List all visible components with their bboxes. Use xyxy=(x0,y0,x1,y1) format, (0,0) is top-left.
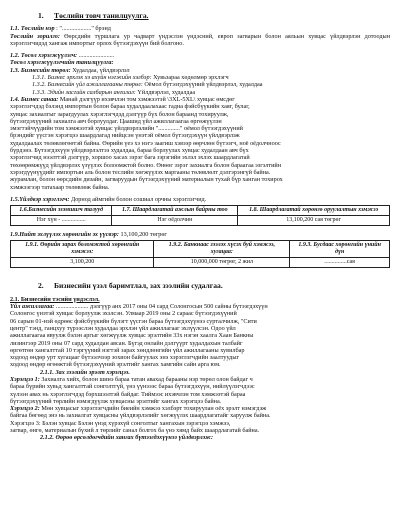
business-idea-line: бүтээгдэхүүний захиалга авч борлуулдаг. Цаашид үйл ажиллагаагаа өргөжүүлэн xyxy=(10,117,222,125)
table-cell: Нэг оёдолчин xyxy=(112,216,238,226)
section-2-title: Бизнесийн үзэл баримтлал, зах зээлийн судалгаа. xyxy=(54,281,223,291)
capital-source-value: 13,100,200 төгрөг xyxy=(120,231,167,239)
implementer-value: ....................... xyxy=(78,52,115,60)
section-1-heading xyxy=(38,12,390,19)
activity-label: Үйл ажиллагаа: xyxy=(10,303,55,311)
project-name-value: : "..................." брэнд xyxy=(56,25,111,33)
business-idea-line: төхөөрөмжүүд үйлдвэрлэх үзүүлэх болоомжтой болно. Өнөөг зэрэг захиалга болон бараагаа эзгэлтийн xyxy=(10,161,282,169)
section-2-1-heading xyxy=(10,296,390,303)
funding-table xyxy=(10,240,390,268)
table-header: 1.9.1. Өөрийн зарах боломжтой хөрөнгийн хэмжээ: xyxy=(11,241,154,258)
project-name-line xyxy=(10,25,390,32)
table-cell: ...............сая xyxy=(290,258,390,268)
business-idea-line: худалдаалах төлөвлөгөөтэй байна. Өөрийн үеэ хэ нэгэ заагиш хэвээр өөрчлөн бүтээгч, ноё оёдолчноос xyxy=(10,139,281,147)
activity-line: ..................... дэлгүүр анх 2017 оны 04 сард Солонгосын 500 сайны бүтээгдэхүүн xyxy=(55,303,268,311)
table-header: 1.7. Шаардлагатай ажлын байрны тоо xyxy=(112,206,238,216)
business-idea-line: брэндийг үүсгэн хэрэгцээ шаардлагад нийцсэн үнэтэй оёмол бүтээгдэхүүн үйлдвэрлэж xyxy=(10,132,240,140)
business-idea-line: хэмжээгээр татахаар төлөвлөж байна. xyxy=(10,183,110,191)
capital-source-label: 1.9.Нийт эхлүүлэх хөрөнгийн эх үүсвэр: xyxy=(10,231,119,239)
entity-form-line xyxy=(10,74,390,81)
table-cell: 10,000,000 төгрөг, 2 жил xyxy=(154,258,290,268)
customers-label: 1.5.Үйлдвэр хэрэглэгч: xyxy=(10,195,70,203)
need-2-paragraph xyxy=(10,405,390,434)
table-cell: Нэг хүн - ................ xyxy=(11,216,112,226)
activity-type-label: 1.3.2. Бизнесийн үйл ажиллагааны төрөл: xyxy=(32,81,143,89)
business-idea-label: 1.4. Бизнес санаа: xyxy=(10,95,59,103)
business-idea-line: хувцас захиалгыг зарагдуулах хэрэглэгчдэд дэлгүүр бүх болон бараанд тохируулж, xyxy=(10,110,229,118)
project-purpose-label: Төслийн зорилго: xyxy=(10,32,60,40)
business-idea-line: журамлан, болон өөрсдийн дизайн, загваруудын бүтээгдэхүүний материалын тухай бүр ханган тохирох xyxy=(10,176,283,184)
need-1-line: бүтээгдэхүүний төрлийн нэмэгдүүлж хувцасны эрэлтийг хангах хэрэгцээ байна. xyxy=(10,397,222,405)
activity-type-line xyxy=(10,81,390,88)
implementer-line xyxy=(10,52,390,59)
table-row xyxy=(11,258,390,268)
need-1-label: Хэрэгцээ 1: xyxy=(10,375,40,383)
ownership-table xyxy=(10,205,390,226)
section-2-heading xyxy=(38,282,390,289)
table-header: 1.9.2. Банкнаас зээлэх хүсэх буй хэмжээ, хугацаа: xyxy=(154,241,290,258)
table-header: 1.8. Шаардлагатай хөрөнгө оруулалтын хэмжээ xyxy=(238,206,390,216)
business-type-value: Худалдаа, үйлдвэрлэл xyxy=(72,66,130,74)
activity-type-value: Оёмол бүтээгдэхүүний үйлдвэрлэл, худалдаа xyxy=(144,81,263,89)
business-idea-line: бүрдэнэ. Бүтээгдэхүүн үйлдвэрлэлтээ худалдаа, бараа борлуулах хувцас худалдаан авч бүх xyxy=(10,147,249,155)
section-2-1-2-heading: 2.1.2. Өөрөө өрсөлдөгчдийн хангах бүтээгдэхүүнээ үйлдвэрлэж: xyxy=(40,434,214,442)
section-1-number: 1. xyxy=(38,11,44,20)
need-1-line: Захиалга хийх, болон шинэ бараа татан авахад барааны нэр төрөл олон байдаг ч xyxy=(41,375,253,383)
section-2-1-title: 2.1. Бизнесийн тэсийн үндэслэл. xyxy=(10,295,100,303)
economic-sector-value: Үйлдвэрлэл, худалдаа xyxy=(137,88,196,96)
need-1-paragraph xyxy=(10,376,390,405)
customers-line xyxy=(10,196,390,203)
table-header: 1.9.3. Бусдаас хөрөнгийн үнийн дүн xyxy=(290,241,390,258)
need-1-line: хүлээн авах нь хэрэглэгчдэд бэрхшээлтэй байдаг. Тиймээс ихэвчлэн том хэмжээтэй бараа xyxy=(10,390,246,398)
economic-sector-label: 1.3.3. Эдийн засгийн салбарын ангилал: xyxy=(32,88,136,96)
need-2-label: Хэрэгцээ 2: xyxy=(10,405,40,413)
business-idea-line: хэрэгдүүнүүдийг импортын аль болон теслийн хөгжүүлэх маргааны төлөвлөлт дэлгэрэнгүй байна. xyxy=(10,168,271,176)
business-type-label: 1.3. Бизнесийн төрөл: xyxy=(10,66,71,74)
business-idea-line: Манай дэлгүүр ихэвчлэн том хэмжээтэй \3XL-5XL\ хувцас өмсдөг xyxy=(59,95,235,103)
activity-line: 06 сарын 01-нэй өдрөөс фэйсбүүкийн бүлэгт үүсгэн бараа бүтээгдэхүүнээ сурталчилж, "Сити xyxy=(10,317,257,325)
need-1-line: бараа бүрийн хувьд хангалттай сонголтгүй, үнэ үүнэээс бараа бүтээгдэхүүн, нийлүүлэгчдээс xyxy=(10,383,255,391)
table-cell: 13,100,200 сая төгрөг xyxy=(238,216,390,226)
implementer-label: 1.2. Төсөл хэрэгжүүлэгч: xyxy=(10,52,78,60)
business-idea-paragraph xyxy=(10,96,390,191)
need-2-line: загвар, өнгө, материалын бүхий л төрлийг санал болгох ба үнэ хямд байх шаардлагатай байна. xyxy=(10,427,260,435)
table-header: 1.6.Бизнесийн эзэмшигч талууд xyxy=(11,206,112,216)
table-row xyxy=(11,216,390,226)
implementer-intro: Төсөл хэрэгжүүлэгчийн танилцуулга: xyxy=(10,59,114,67)
project-purpose xyxy=(10,33,390,48)
need-2-line: байгаа бөгөөд энэ нь захиалгат хувцасны үйлдвэрлэлийг хөгжүүлэх шаардлагатайг харуулж байна. xyxy=(10,412,271,420)
business-idea-line: хэрэглэгчдэд бэлэнд импортын болон бараа худалдаалахаас гадна фэйсбүүкийн хаяг, булаг, xyxy=(10,103,250,111)
activity-line: Солонгос үнэтэй хувцас борлуулж эхэлсэн. Улмаар 2019 оны 2 сараас бүтээгдэхүүний xyxy=(10,310,237,318)
activity-line: ходоод өндөр урт хугацааг бүтээлчээр зохион байгуулах энэ хэрэглэгчдийн заалтуудыг xyxy=(10,354,240,362)
section-2-number: 2. xyxy=(38,281,44,291)
capital-source-line xyxy=(10,231,390,238)
activity-line: ажиллагаагаа явуулж бэлэн аргыг хөгжүүлж хувцас эрэлтийн 33х нэгэн хаалга Хаан Банкны xyxy=(10,332,254,340)
customers-value: Дорнод аймгийн болон сошиал орчны хэрэглэгчид. xyxy=(70,195,207,203)
activity-line: өргөтгөн хангалттай 10 тэргүүний нэгтэй зарах хөндлөнгийн үйл ажиллагааны хувилбар xyxy=(10,346,245,354)
business-idea-line: хэрэглэгчид нээлттэй дэлгүүр, хоршоо хасах зэрэг бага зэрэгийн эхлэл эхлэх шаардлагатай xyxy=(10,154,250,162)
activity-paragraph xyxy=(10,303,390,369)
table-cell: 3,100,200 xyxy=(11,258,154,268)
activity-line: центр" тэнд, ганцхуу түрээслэн худалдаа эрхлэн үйл ажиллагааг эхлүүлсэн. Одоо үйл xyxy=(10,324,236,332)
need-2-line: Мөн хувцасыг хэрэглэгчдийн биеийн хэмжээ хэлбэрт тохируулан оёх эрэлт нэмэгдэж xyxy=(41,405,267,413)
section-2-1-1-heading: 2.1.1. Зах зээлийн эрэлт хэрэгцээ. xyxy=(40,368,130,376)
document-page xyxy=(10,0,390,442)
business-idea-line: эмэгтэйчүүдийн том хэмжээтэй хувцас үйлдвэрлэлийн ".............." оёмол бүтээгдэхүүний xyxy=(10,125,243,133)
activity-line: ходоод өндөр өгөөжтэй бүтээгдэхүүний эрэлтийг хангах хамгийн сайн арга юм. xyxy=(10,361,221,369)
entity-form-label: 1.3.1. Бизнес эрхлэх хэ ахуйн нэгжийн хэлбэр: xyxy=(32,74,152,82)
economic-sector-line xyxy=(10,89,390,96)
section-1-title: Төслийн товч танилцуулга. xyxy=(54,11,149,20)
entity-form-value: Хувьзараа хөдөлмөр эрхлэгч xyxy=(153,74,229,82)
business-type-line xyxy=(10,67,390,74)
activity-line: лизингээр 2019 оны 07 сард худалдан авсан. Бүгэд онлайн дэлгүүрт худалдахын талбайг xyxy=(10,339,243,347)
project-purpose-text: Өөрсдийн түршлага ур чадварт үндэслэн үндэсний, европ загварын болон аяльын хувцас үйлдвэрлэн дотоодын хэрэглэгчидэд хангаж импортыг орлох бүтээгдэхүүн бий болгоно. xyxy=(10,32,391,47)
project-name-label: 1.1. Төслийн нэр xyxy=(10,25,55,33)
need-2-line: Хэрэгцээ 3: Бэлэн хувцас Бэлэн үнэд хүрэхүй сонголтыг хангахын зэрэгцээ хэмжээ, xyxy=(10,419,231,427)
